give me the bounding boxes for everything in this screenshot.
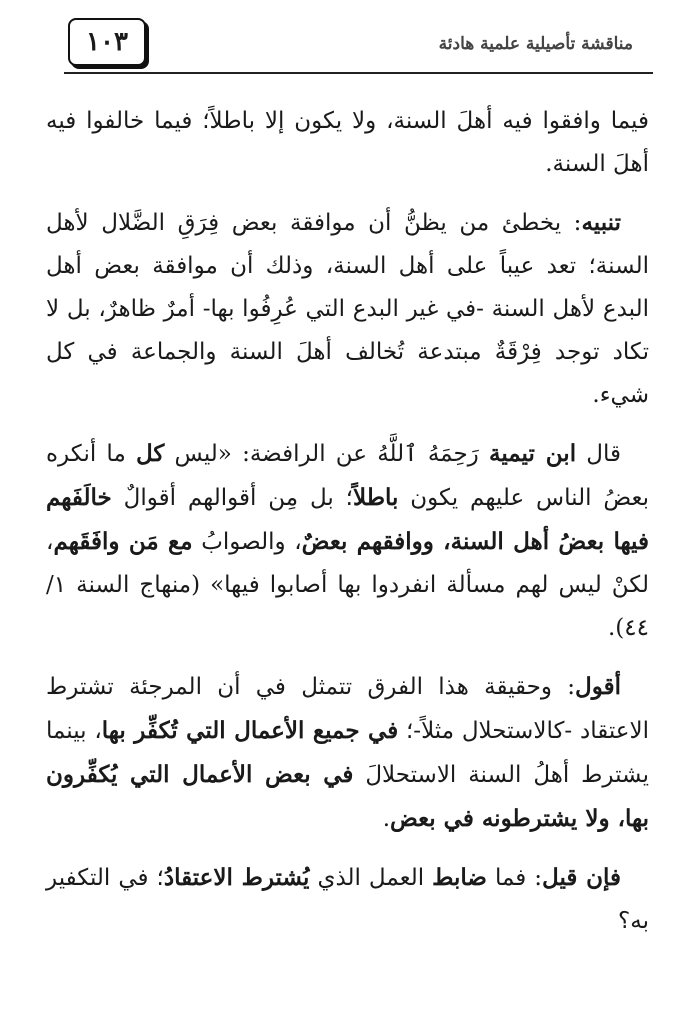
- paragraph-1: [46, 100, 649, 186]
- text-span: .: [382, 806, 390, 832]
- emphasis: ضابط: [432, 864, 487, 891]
- text-span: ما أنكره بعضُ الناس عليهم يكون: [46, 441, 649, 511]
- emphasis: خالَفَهم فيها بعضُ أهل السنة، ووافقهم بعضٌ: [46, 484, 649, 555]
- paragraph-lead: أقول: [575, 673, 621, 700]
- text-span: ، بينما يشترط أهلُ السنة الاستحلالَ: [46, 718, 649, 788]
- paragraph-3-quote: [46, 432, 649, 650]
- running-title: مناقشة تأصيلية علمية هادئة: [438, 34, 633, 54]
- text-span: : وحقيقة هذا الفرق تتمثل في أن المرجئة تشترط الاعتقاد -كالاستحلال مثلاً-؛: [46, 674, 650, 744]
- emphasis: كل: [135, 440, 165, 467]
- text-span: ؛ في التكفير به؟: [46, 865, 649, 934]
- author-name: ابن تيمية: [488, 440, 577, 467]
- text-span: : فما: [486, 865, 543, 891]
- header-divider: [64, 72, 653, 74]
- emphasis: في جميع الأعمال التي تُكفِّر بها: [101, 717, 399, 744]
- text-span: قال: [576, 441, 622, 467]
- emphasis: باطلاً: [352, 484, 399, 511]
- paragraph-2-note: [46, 201, 649, 417]
- text-span: : يخطئ من يظنُّ أن موافقة بعض فِرَقِ الضَّلال لأهل السنة؛ تعد عيباً على أهل السنة، وذلك أن موافقة بعض أهل البدع لأهل السنة -في غير البدع التي عُرِفُوا بها- أمرٌ ظاهرٌ، بل لا تكاد توجد فِرْقَةٌ مبتدعة تُخالف أهلَ السنة والجماعة في كل شيء.: [46, 210, 649, 408]
- paragraph-4: [46, 665, 649, 841]
- page-number: ١٠٣: [68, 18, 146, 66]
- paragraph-5: [46, 856, 649, 943]
- text-span: ؛ بل مِن أقوالهم أقوالٌ: [111, 485, 353, 511]
- paragraph-lead: فإن قيل: [542, 864, 622, 891]
- text-span: العمل الذي: [309, 865, 433, 891]
- emphasis: في بعض الأعمال التي يُكفِّرون بها، ولا يشترطونه في بعض: [46, 761, 649, 832]
- note-lead: تنبيه: [581, 209, 621, 236]
- text-span: ، والصوابُ: [192, 529, 302, 555]
- page-body: [46, 100, 649, 958]
- emphasis: مع مَن وافَقَهم: [53, 528, 193, 555]
- emphasis: يُشترط الاعتقادُ: [163, 864, 310, 891]
- text-span: ، لكنْ ليس لهم مسألة انفردوا بها أصابوا فيها» (منهاج السنة ١/ ٤٤).: [46, 529, 649, 641]
- text-span: رَحِمَهُ ٱللَّهُ عن الرافضة: «ليس: [164, 441, 489, 467]
- text-span: فيما وافقوا فيه أهلَ السنة، ولا يكون إلا باطلاً؛ فيما خالفوا فيه أهلَ السنة.: [46, 108, 649, 177]
